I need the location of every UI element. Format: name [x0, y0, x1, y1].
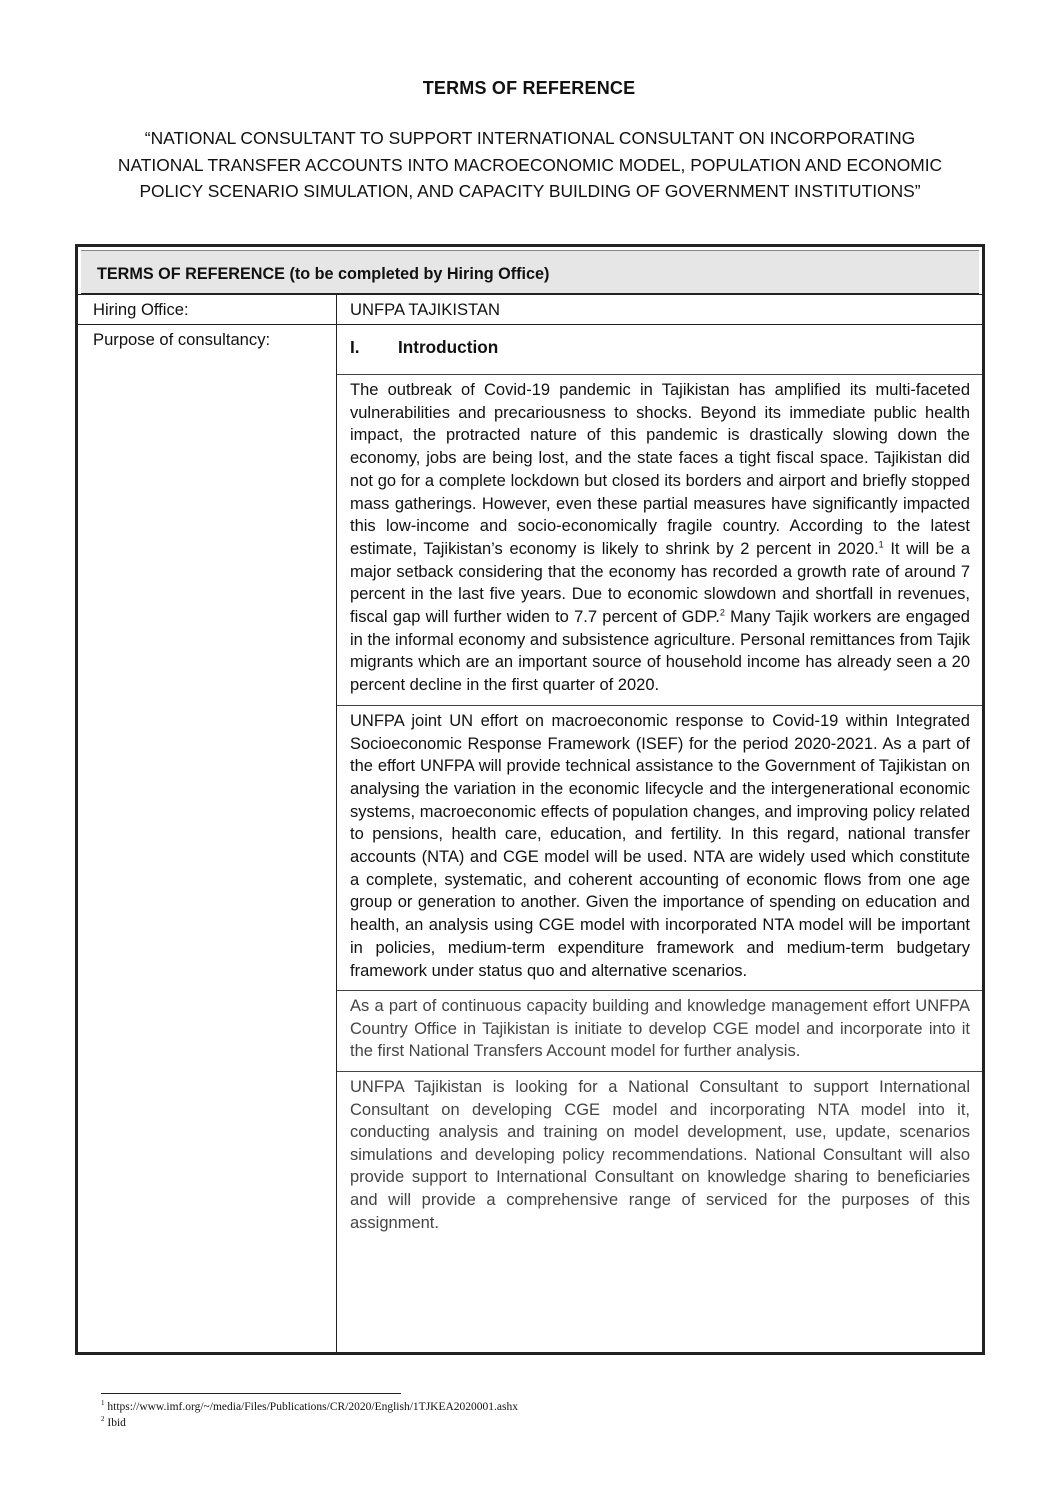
paragraph-consultant-role: UNFPA Tajikistan is looking for a National Consultant to support International Consultant on developing CGE model and incorporating NTA model into it, conducting analysis and training on model development, use, update, scenarios simulations and developing policy recommendations. National Consultant will also provide support to International Consultant on knowledge sharing to beneficiaries and will provide a comprehensive range of serviced for the purposes of this assignment. — [350, 1078, 970, 1232]
document-subtitle: “NATIONAL CONSULTANT TO SUPPORT INTERNATIONAL CONSULTANT ON INCORPORATING NATIONAL TRANSFER ACCOUNTS INTO MACROECONOMIC MODEL, POPULATION AND ECONOMIC POLICY SCENARIO SIMULATION, AND CAPACITY BUILDING OF GOVERNMENT INSTITUTIONS” — [117, 128, 943, 201]
table-header-title: TERMS OF REFERENCE — [97, 265, 285, 283]
paragraph-block-1 — [337, 375, 982, 706]
footnote-2 — [101, 1415, 518, 1431]
hiring-office-label: Hiring Office: — [78, 295, 337, 324]
footnote-1 — [101, 1399, 518, 1415]
footnote-text: Ibid — [104, 1417, 126, 1429]
section-title: Introduction — [398, 337, 499, 357]
paragraph-block-2 — [337, 706, 982, 991]
footnote-mark: 1 — [101, 1399, 105, 1408]
paragraph-block-4 — [337, 1072, 982, 1242]
terms-of-reference-table — [75, 244, 985, 1355]
purpose-label: Purpose of consultancy: — [78, 325, 337, 1352]
table-row-purpose — [78, 324, 982, 1352]
footnote-link[interactable]: https://www.imf.org/~/media/Files/Publications/CR/2020/English/1TJKEA2020001.ashx — [104, 1401, 519, 1413]
paragraph-text: The outbreak of Covid-19 pandemic in Tajikistan has amplified its multi-faceted vulnerabilities and precariousness to shocks. Beyond its immediate public health impact, the protracted nature of this pandemic is drastically slowing down the economy, jobs are being lost, and the state faces a tight fiscal space. Tajikistan did not go for a complete lockdown but closed its borders and airport and briefly stopped mass gatherings. However, even these partial measures have significantly impacted this low-income and socio-economically fragile country. According to the latest estimate, Tajikistan’s economy is likely to shrink by 2 percent in 2020. — [350, 381, 970, 558]
paragraph-unfpa-effort: UNFPA joint UN effort on macroeconomic response to Covid-19 within Integrated Socioeconomic Response Framework (ISEF) for the period 2020-2021. As a part of the effort UNFPA will provide technical assistance to the Government of Tajikistan on analysing the variation in the economic lifecycle and the intergenerational economic systems, macroeconomic effects of population changes, and improving policy related to pensions, health care, education, and fertility. In this regard, national transfer accounts (NTA) and CGE model will be used. NTA are widely used which constitute a complete, systematic, and coherent accounting of economic flows from one age group or generation to another. Given the importance of spending on education and health, an analysis using CGE model with incorporated NTA model will be important in policies, medium-term expenditure framework and medium-term budgetary framework under status quo and alternative scenarios. — [350, 711, 970, 980]
paragraph-block-3 — [337, 991, 982, 1072]
footnote-ref-1: 1 — [878, 539, 884, 550]
purpose-content — [337, 325, 982, 1352]
table-row-hiring-office — [78, 294, 982, 324]
section-heading — [350, 330, 970, 366]
hiring-office-value: UNFPA TAJIKISTAN — [350, 300, 500, 319]
paragraph-covid-impact — [350, 375, 970, 697]
paragraph-text: Many Tajik workers are engaged in the informal economy and subsistence agriculture. Personal remittances from Tajik migrants which are an important source of household income has already seen a 20 percent decline in the first quarter of 2020. — [350, 608, 970, 695]
document-title: TERMS OF REFERENCE — [422, 78, 636, 98]
section-number: I. — [350, 337, 360, 357]
footnote-mark: 2 — [101, 1415, 105, 1424]
table-header — [81, 250, 979, 294]
paragraph-text: It will be a major setback considering that the economy has recorded a growth rate of around 7 percent in the last five years. Due to economic slowdown and shortfall in revenues, fiscal gap will further widen to 7.7 percent of GDP. — [350, 539, 970, 627]
table-header-note: (to be completed by Hiring Office) — [284, 265, 550, 283]
footnotes — [101, 1399, 518, 1431]
paragraph-capacity-building: As a part of continuous capacity building and knowledge management effort UNFPA Country Office in Tajikistan is initiate to develop CGE model and incorporate into it the first National Transfers Account model for further analysis. — [350, 997, 970, 1061]
section-heading-block — [337, 330, 982, 375]
footnote-ref-2: 2 — [719, 607, 725, 618]
footnote-separator — [101, 1393, 401, 1394]
